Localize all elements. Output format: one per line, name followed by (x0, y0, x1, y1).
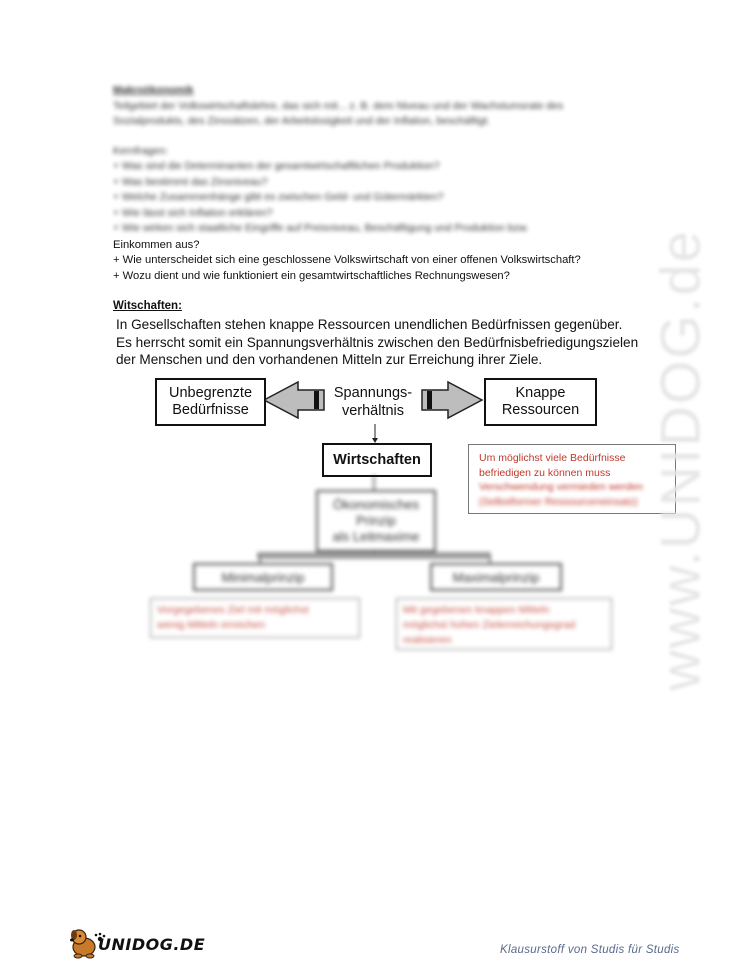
tension-line: Spannungs- (333, 385, 413, 401)
unidog-logo[interactable] (66, 925, 206, 961)
question-line: + Wie unterscheidet sich eine geschlossene Volkswirtschaft von einer offenen Volkswirtschaft? (113, 254, 581, 267)
macro-intro-line: Teilgebiet der Volkswirtschaftslehre, das sich mit... z. B. dem Niveau und der Wachstumsrate des (113, 99, 564, 112)
box-line: Ökonomisches (333, 497, 419, 512)
footer-tagline: Klausurstoff von Studis für Studis (500, 944, 680, 956)
question-line: + Wozu dient und wie funktioniert ein gesamtwirtschaftliches Rechnungswesen? (113, 269, 510, 282)
key-questions-label: Kernfragen: (113, 144, 168, 157)
maximal-note-box (396, 598, 612, 650)
box-line: Bedürfnisse (172, 402, 249, 418)
wirtschaften-box: Wirtschaften (322, 443, 432, 477)
note-line: möglichst hohen Zielerreichungsgrad (403, 619, 576, 631)
question-line: + Was sind die Determinanten der gesamtwirtschaftlichen Produktion? (113, 160, 440, 172)
question-line: Einkommen aus? (113, 239, 200, 251)
box-line: Prinzip (356, 513, 396, 528)
question-line: + Welche Zusammenhänge gibt es zwischen Geld- und Gütermärkten? (113, 191, 444, 203)
witschaften-heading: Witschaften: (113, 300, 182, 312)
box-line: Unbegrenzte (168, 385, 253, 401)
question-line: + Was bestimmt das Zinsniveau? (113, 175, 268, 188)
box-line: als Leitmaxime (332, 529, 420, 544)
watermark-text: www.UNIDOG.de (648, 229, 712, 691)
tension-line: verhältnis (341, 403, 405, 419)
paragraph-line: Es herrscht somit ein Spannungsverhältnis zwischen den Bedürfnisbefriedigungszielen (116, 334, 639, 350)
note-line: (Selbstformer Ressourceneinsatz) (479, 495, 638, 508)
note-line: Vorgegebenes Ziel mit möglichst (157, 604, 309, 616)
note-line: Verschwendung vermieden werden (479, 481, 644, 493)
logo-text: UNIDOG.DE (98, 935, 206, 954)
box-line: Ressourcen (501, 402, 580, 418)
minimal-note-box (150, 598, 360, 638)
box-line: Knappe (515, 385, 566, 401)
question-line: + Wie lässt sich Inflation erklären? (113, 206, 273, 219)
note-line: realisieren (403, 634, 452, 646)
paragraph-line: In Gesellschaften stehen knappe Ressourcen unendlichen Bedürfnissen gegenüber. (116, 317, 623, 332)
note-line: befriedigen zu können muss (479, 466, 611, 479)
question-line: + Wie wirken sich staatliche Eingriffe auf Preisniveau, Beschäftigung und Produktion bzw. (113, 222, 529, 234)
economic-principle-box (316, 490, 436, 552)
maximal-principle-box: Maximalprinzip (430, 563, 562, 591)
watermark (640, 229, 720, 691)
note-line: wenig Mitteln erreichen (157, 619, 265, 631)
minimal-principle-box: Minimalprinzip (193, 563, 333, 591)
paragraph-line: der Menschen und den vorhandenen Mitteln zur Erreichung ihrer Ziele. (116, 352, 543, 367)
macro-intro-line: Sozialprodukts, des Zinssätzen, der Arbeitslosigkeit und der Inflation, beschäftigt. (113, 115, 491, 127)
note-line: Mit gegebenen knappen Mitteln (403, 604, 550, 616)
note-line: Um möglichst viele Bedürfnisse (479, 452, 626, 464)
macro-heading: Makroökonomik (113, 84, 194, 96)
